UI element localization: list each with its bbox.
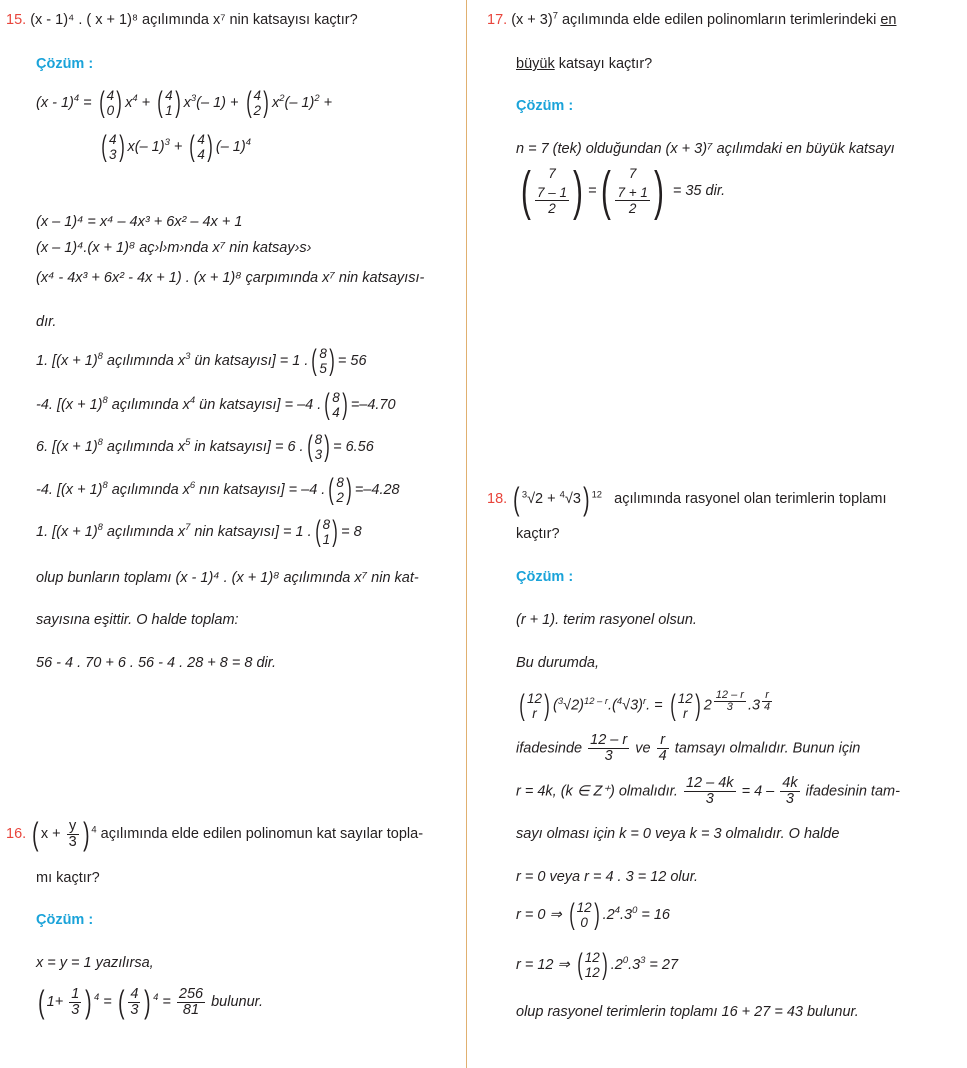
conclusion-line-2: sayısına eşittir. O halde toplam: <box>36 612 239 628</box>
final-answer: olup rasyonel terimlerin toplamı 16 + 27 = 43 bulunur. <box>516 1004 859 1020</box>
product-statement: (x⁴ - 4x³ + 6x² - 4x + 1) . (x + 1)⁸ çarpımında x⁷ nin katsayısı- <box>36 270 425 286</box>
largest-coefficient: ( 7 $\frac{7 - 1}{2}$ ) = ( 7 $\frac{7 + 1}{2}$ ) = 35 dir. <box>521 161 726 221</box>
r-values: r = 0 veya r = 4 . 3 = 12 olur. <box>516 869 699 885</box>
general-term: ( 12 r ) $(^3√2)^{12 - r}.(^4√3)^r$. = ( 12 r ) 2 $^{\frac{12 - r}{3}}$ .3 $^{\frac{r}{4}}$ <box>519 688 771 722</box>
binomial-expansion-cont: ( 4 3 ) x(– 1)$^3$ + ( 4 4 ) (– 1)$^4$ <box>101 130 251 163</box>
question-16 <box>6 818 423 850</box>
term-r-0: r = 0 ⇒ ( 12 0 ) $.2^4.3^0 = 16$ <box>516 898 670 931</box>
question-18 <box>487 483 887 515</box>
solution-label: Çözüm : <box>36 56 94 72</box>
question-expression: $(x + 3)^7$ <box>511 9 558 28</box>
question-text-cont: büyük katsayı kaçtır? <box>516 56 653 72</box>
reasoning-line: n = 7 (tek) olduğundan (x + 3)⁷ açılımdaki en büyük katsayı <box>516 141 895 157</box>
question-text-cont: mı kaçtır? <box>36 870 100 886</box>
product-statement-end: dır. <box>36 314 57 330</box>
assumption-line: (r + 1). terim rasyonel olsun. <box>516 612 697 628</box>
substitution-line: x = y = 1 yazılırsa, <box>36 955 154 971</box>
term-5: 1. [$(x + 1)^8$ açılımında $x^7$ nin katsayısı] = 1 . ( 8 1 ) = 8 <box>36 515 362 548</box>
r-condition: r = 4k, (k ∈ Z⁺) olmalıdır. $\frac{12 - 4k}{3}$ = 4 – $\frac{4k}{3}$ ifadesinin tam- <box>516 775 900 807</box>
term-4: -4. [$(x + 1)^8$ açılımında $x^6$ nın katsayısı] = –4 . ( 8 2 ) =–4.28 <box>36 473 400 506</box>
column-divider <box>466 0 467 1068</box>
question-text-cont: kaçtır? <box>516 526 560 542</box>
question-15 <box>6 12 358 28</box>
question-number: 17. <box>487 12 508 28</box>
question-number: 18. <box>487 490 508 507</box>
term-r-12: r = 12 ⇒ ( 12 12 ) $.2^0.3^3 = 27$ <box>516 948 679 981</box>
k-condition: sayı olması için k = 0 veya k = 3 olmalıdır. O halde <box>516 826 840 842</box>
question-number: 16. <box>6 825 27 842</box>
result-line: ( 1+ $\frac{1}{3}$ ) $^4$ = ( $\frac{4}{3}$ ) $^4$ = $\frac{256}{81}$ bulunur. <box>38 984 263 1020</box>
question-text: açılımında rasyonel olan terimlerin toplamı <box>614 490 887 507</box>
question-text: açılımında elde edilen polinomların terimlerindeki <box>561 12 877 28</box>
solution-label: Çözüm : <box>516 569 574 585</box>
coefficient-statement: (x – 1)⁴.(x + 1)⁸ aç›l›m›nda x⁷ nin katsay›s› <box>36 240 312 256</box>
conclusion-line-3: 56 - 4 . 70 + 6 . 56 - 4 . 28 + 8 = 8 dir. <box>36 655 277 671</box>
term-1: 1. [$(x + 1)^8$ açılımında $x^3$ ün katsayısı] = 1 . ( 8 5 ) = 56 <box>36 344 367 377</box>
term-2: -4. [$(x + 1)^8$ açılımında $x^4$ ün katsayısı] = –4 . ( 8 4 ) =–4.70 <box>36 388 396 421</box>
question-number: 15. <box>6 12 27 28</box>
question-expression: ( $^3$√2 + $^4$√3) $^{12}$ <box>513 481 603 517</box>
conclusion-line-1: olup bunların toplamı (x - 1)⁴ . (x + 1)⁸ açılımında x⁷ nin kat- <box>36 570 419 586</box>
binomial-expansion: (x - 1)$^4$ = ( 4 0 ) $x^4$ + ( 4 1 ) $x^3(-$ 1) + ( 4 2 ) $x^2(-$ 1)$^2$ + <box>36 86 333 119</box>
case-line: Bu durumda, <box>516 655 600 671</box>
integer-condition: ifadesinde $\frac{12 - r}{3}$ ve $\frac{r}{4}$ tamsayı olmalıdır. Bunun için <box>516 732 861 764</box>
solution-label: Çözüm : <box>516 98 574 114</box>
question-text: (x - 1)⁴ . ( x + 1)⁸ açılımında x⁷ nin katsayısı kaçtır? <box>30 12 358 28</box>
term-3: 6. [$(x + 1)^8$ açılımında $x^5$ in katsayısı] = 6 . ( 8 3 ) = 6.56 <box>36 430 374 463</box>
question-text: açılımında elde edilen polinomun kat sayılar topla- <box>100 825 424 842</box>
question-17: 17. $(x + 3)^7$ açılımında elde edilen polinomların terimlerindeki en <box>487 9 897 28</box>
solution-label: Çözüm : <box>36 912 94 928</box>
expansion-result: (x – 1)⁴ = x⁴ – 4x³ + 6x² – 4x + 1 <box>36 214 243 230</box>
question-expression: ( x + $\frac{y}{3}$ ) $^4$ <box>32 816 97 852</box>
